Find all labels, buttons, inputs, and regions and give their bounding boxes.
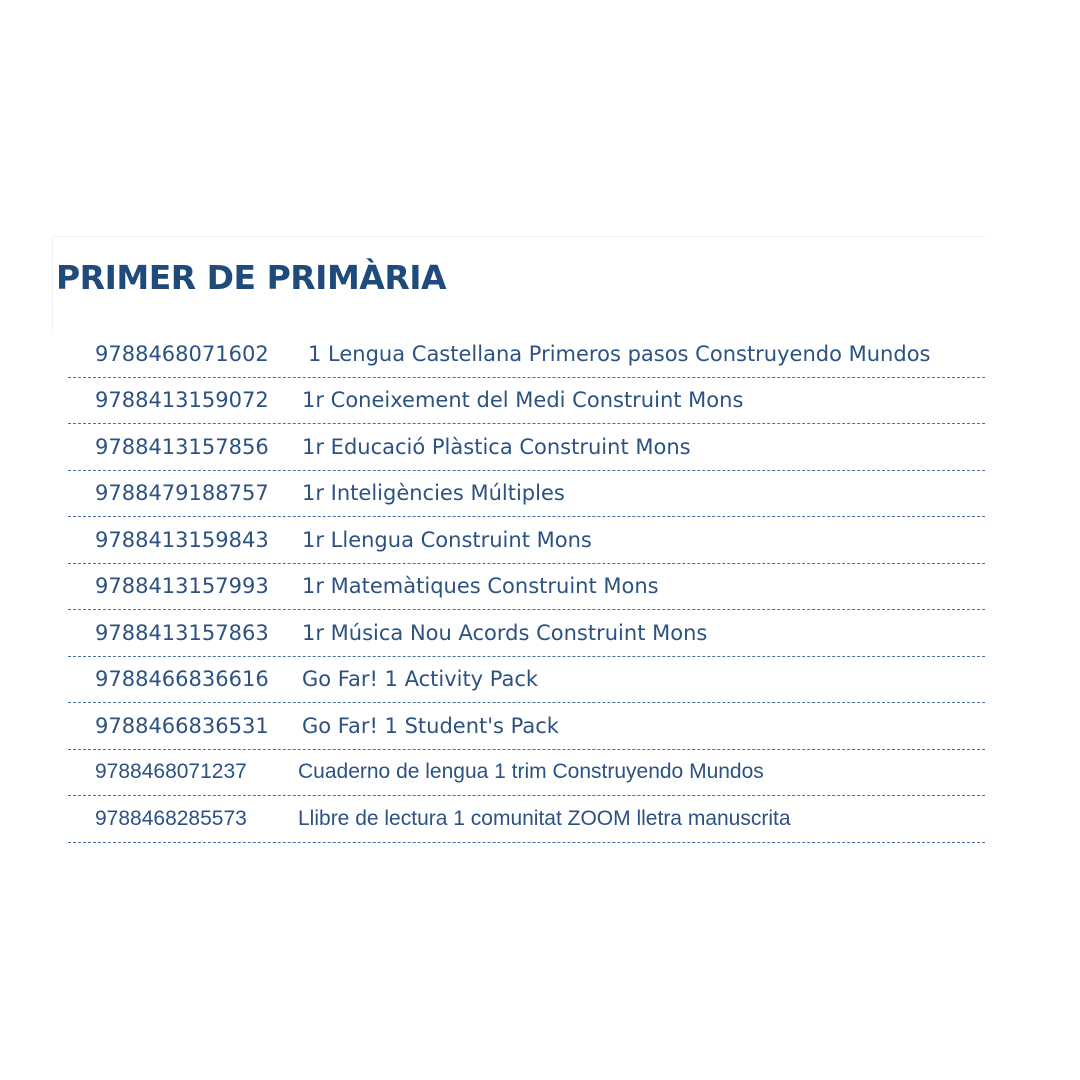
book-isbn: 9788413157856: [95, 434, 269, 459]
book-isbn: 9788466836616: [95, 667, 269, 691]
page-title: PRIMER DE PRIMÀRIA: [56, 258, 447, 297]
list-item: [68, 657, 985, 704]
book-isbn: 9788468285573: [95, 806, 247, 830]
book-title: 1r Llengua Construint Mons: [302, 527, 592, 552]
list-item: [68, 796, 985, 843]
book-title: Llibre de lectura 1 comunitat ZOOM lletra manuscrita: [298, 806, 791, 830]
list-item: [68, 331, 985, 378]
book-title: Go Far! 1 Student's Pack: [302, 713, 559, 738]
book-title: 1 Lengua Castellana Primeros pasos Construyendo Mundos: [308, 341, 931, 366]
book-isbn: 9788468071237: [95, 760, 247, 783]
book-title: 1r Coneixement del Medi Construint Mons: [302, 388, 744, 412]
book-title: 1r Música Nou Acords Construint Mons: [302, 620, 708, 645]
book-isbn: 9788413157993: [95, 574, 269, 598]
book-title: Go Far! 1 Activity Pack: [302, 667, 539, 691]
book-isbn: 9788413157863: [95, 620, 269, 645]
list-item: [68, 564, 985, 611]
book-isbn: 9788413159843: [95, 527, 269, 552]
list-item: [68, 471, 985, 518]
list-item: [68, 703, 985, 750]
list-item: [68, 610, 985, 657]
book-title: 1r Matemàtiques Construint Mons: [302, 574, 659, 598]
book-list: [68, 331, 985, 843]
book-isbn: 9788466836531: [95, 713, 269, 738]
book-title: 1r Inteligències Múltiples: [302, 481, 565, 505]
list-item: [68, 378, 985, 425]
book-isbn: 9788468071602: [95, 341, 269, 366]
list-item: [68, 517, 985, 564]
book-isbn: 9788413159072: [95, 388, 269, 412]
list-item: [68, 750, 985, 797]
book-title: 1r Educació Plàstica Construint Mons: [302, 434, 691, 459]
list-item: [68, 424, 985, 471]
book-title: Cuaderno de lengua 1 trim Construyendo Mundos: [298, 760, 764, 783]
book-isbn: 9788479188757: [95, 481, 269, 505]
